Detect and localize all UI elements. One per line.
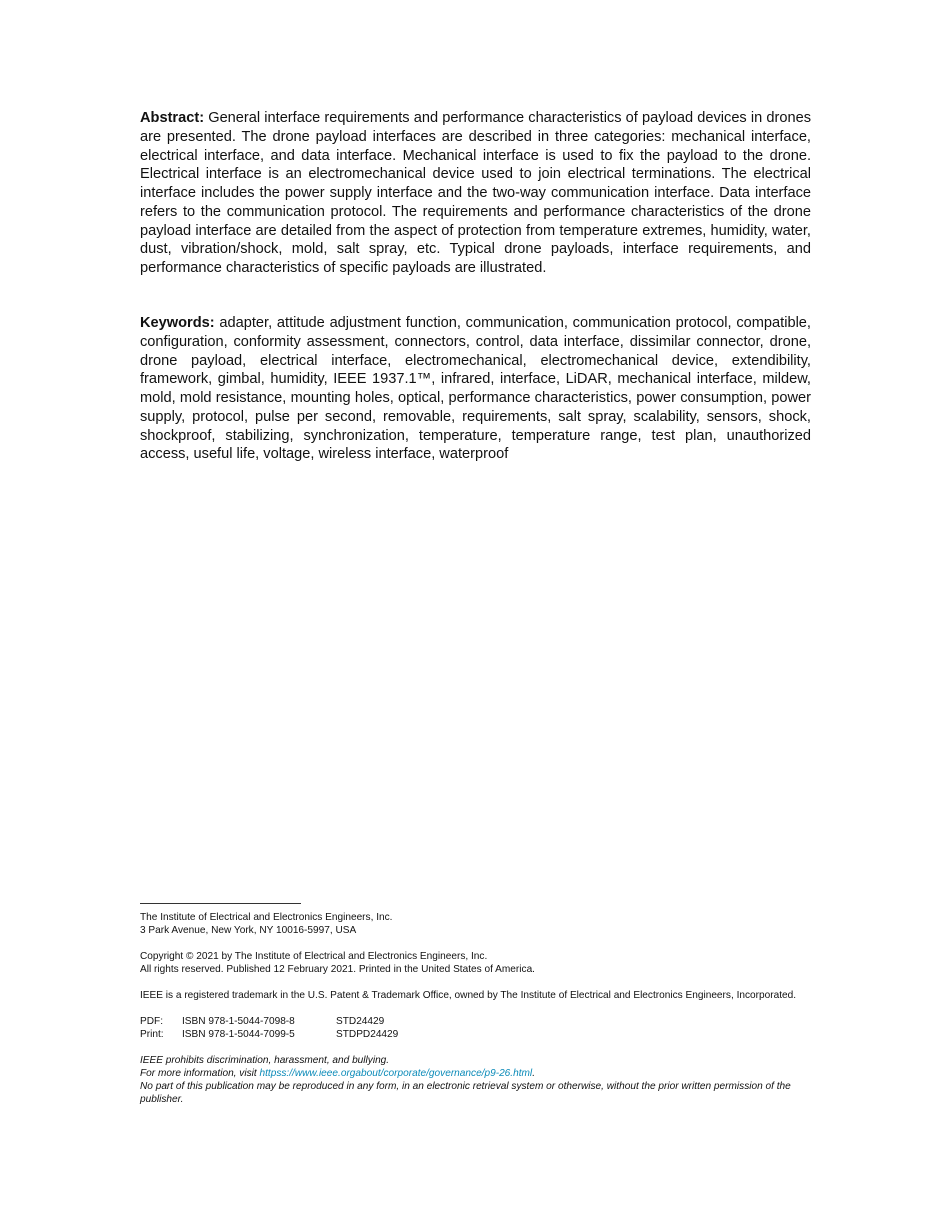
trademark-block xyxy=(140,989,811,1002)
isbn-number: ISBN 978-1-5044-7098-8 xyxy=(182,1016,295,1027)
isbn-row-pdf xyxy=(140,1015,811,1028)
isbn-code: STD24429 xyxy=(336,1016,385,1027)
isbn-format: PDF: xyxy=(140,1016,163,1027)
keywords-paragraph xyxy=(140,314,811,464)
rights-line: All rights reserved. Published 12 February 2021. Printed in the United States of America. xyxy=(140,964,535,975)
keywords-label: Keywords: xyxy=(140,315,215,331)
isbn-code: STDPD24429 xyxy=(336,1029,399,1040)
policy-line: IEEE prohibits discrimination, harassment, and bullying. xyxy=(140,1055,390,1066)
more-info-suffix: . xyxy=(532,1068,535,1079)
abstract-text: General interface requirements and performance characteristics of payload devices in drones are presented. The drone payload interfaces are described in three categories: mechanical interface, electrical interface, and data interface. Mechanical interface is used to fix the payload to the drone. Electrical interface is an electromechanical device used to join electrical terminations. The electrical interface includes the power supply interface and the two-way communication interface. Data interface refers to the communication protocol. The requirements and performance characteristics of the drone payload interface are detailed from the aspect of protection from temperature extremes, humidity, water, dust, vibration/shock, mold, salt spray, etc. Typical drone payloads, interface requirements, and performance characteristics of specific payloads are illustrated. xyxy=(140,110,811,276)
abstract-label: Abstract: xyxy=(140,110,205,126)
keywords-section xyxy=(140,314,811,464)
trademark-notice: IEEE is a registered trademark in the U.S. Patent & Trademark Office, owned by The Institute of Electrical and Electronics Engineers, Incorporated. xyxy=(140,990,797,1001)
footer xyxy=(140,903,811,1119)
abstract-paragraph xyxy=(140,109,811,278)
copyright-line: Copyright © 2021 by The Institute of Electrical and Electronics Engineers, Inc. xyxy=(140,951,488,962)
publisher-address: 3 Park Avenue, New York, NY 10016-5997, USA xyxy=(140,925,357,936)
isbn-row-print xyxy=(140,1028,811,1041)
footnote-divider xyxy=(140,903,301,904)
abstract-section xyxy=(140,109,811,278)
more-info-prefix: For more information, visit xyxy=(140,1068,260,1079)
copyright-block xyxy=(140,950,811,976)
publisher-block xyxy=(140,911,811,937)
more-info-line xyxy=(140,1067,811,1080)
reproduction-notice: No part of this publication may be reproduced in any form, in an electronic retrieval system or otherwise, without the prior written permission of the publisher. xyxy=(140,1081,791,1105)
keywords-text: adapter, attitude adjustment function, communication, communication protocol, compatible, configuration, conformity assessment, connectors, control, data interface, dissimilar connector, drone, drone payload, electrical interface, electromechanical, electromechanical device, extendibility, framework, gimbal, humidity, IEEE 1937.1™, infrared, interface, LiDAR, mechanical interface, mildew, mold, mold resistance, mounting holes, optical, performance characteristics, power consumption, power supply, protocol, pulse per second, removable, requirements, salt spray, scalability, sensors, shock, shockproof, stabilizing, synchronization, temperature, temperature range, test plan, unauthorized access, useful life, voltage, wireless interface, waterproof xyxy=(140,315,811,463)
legal-block xyxy=(140,1054,811,1106)
governance-link[interactable]: httpss://www.ieee.orgabout/corporate/governance/p9-26.html xyxy=(259,1068,533,1079)
isbn-block xyxy=(140,1015,811,1041)
publisher-name: The Institute of Electrical and Electronics Engineers, Inc. xyxy=(140,912,393,923)
isbn-format: Print: xyxy=(140,1029,164,1040)
isbn-number: ISBN 978-1-5044-7099-5 xyxy=(182,1029,295,1040)
